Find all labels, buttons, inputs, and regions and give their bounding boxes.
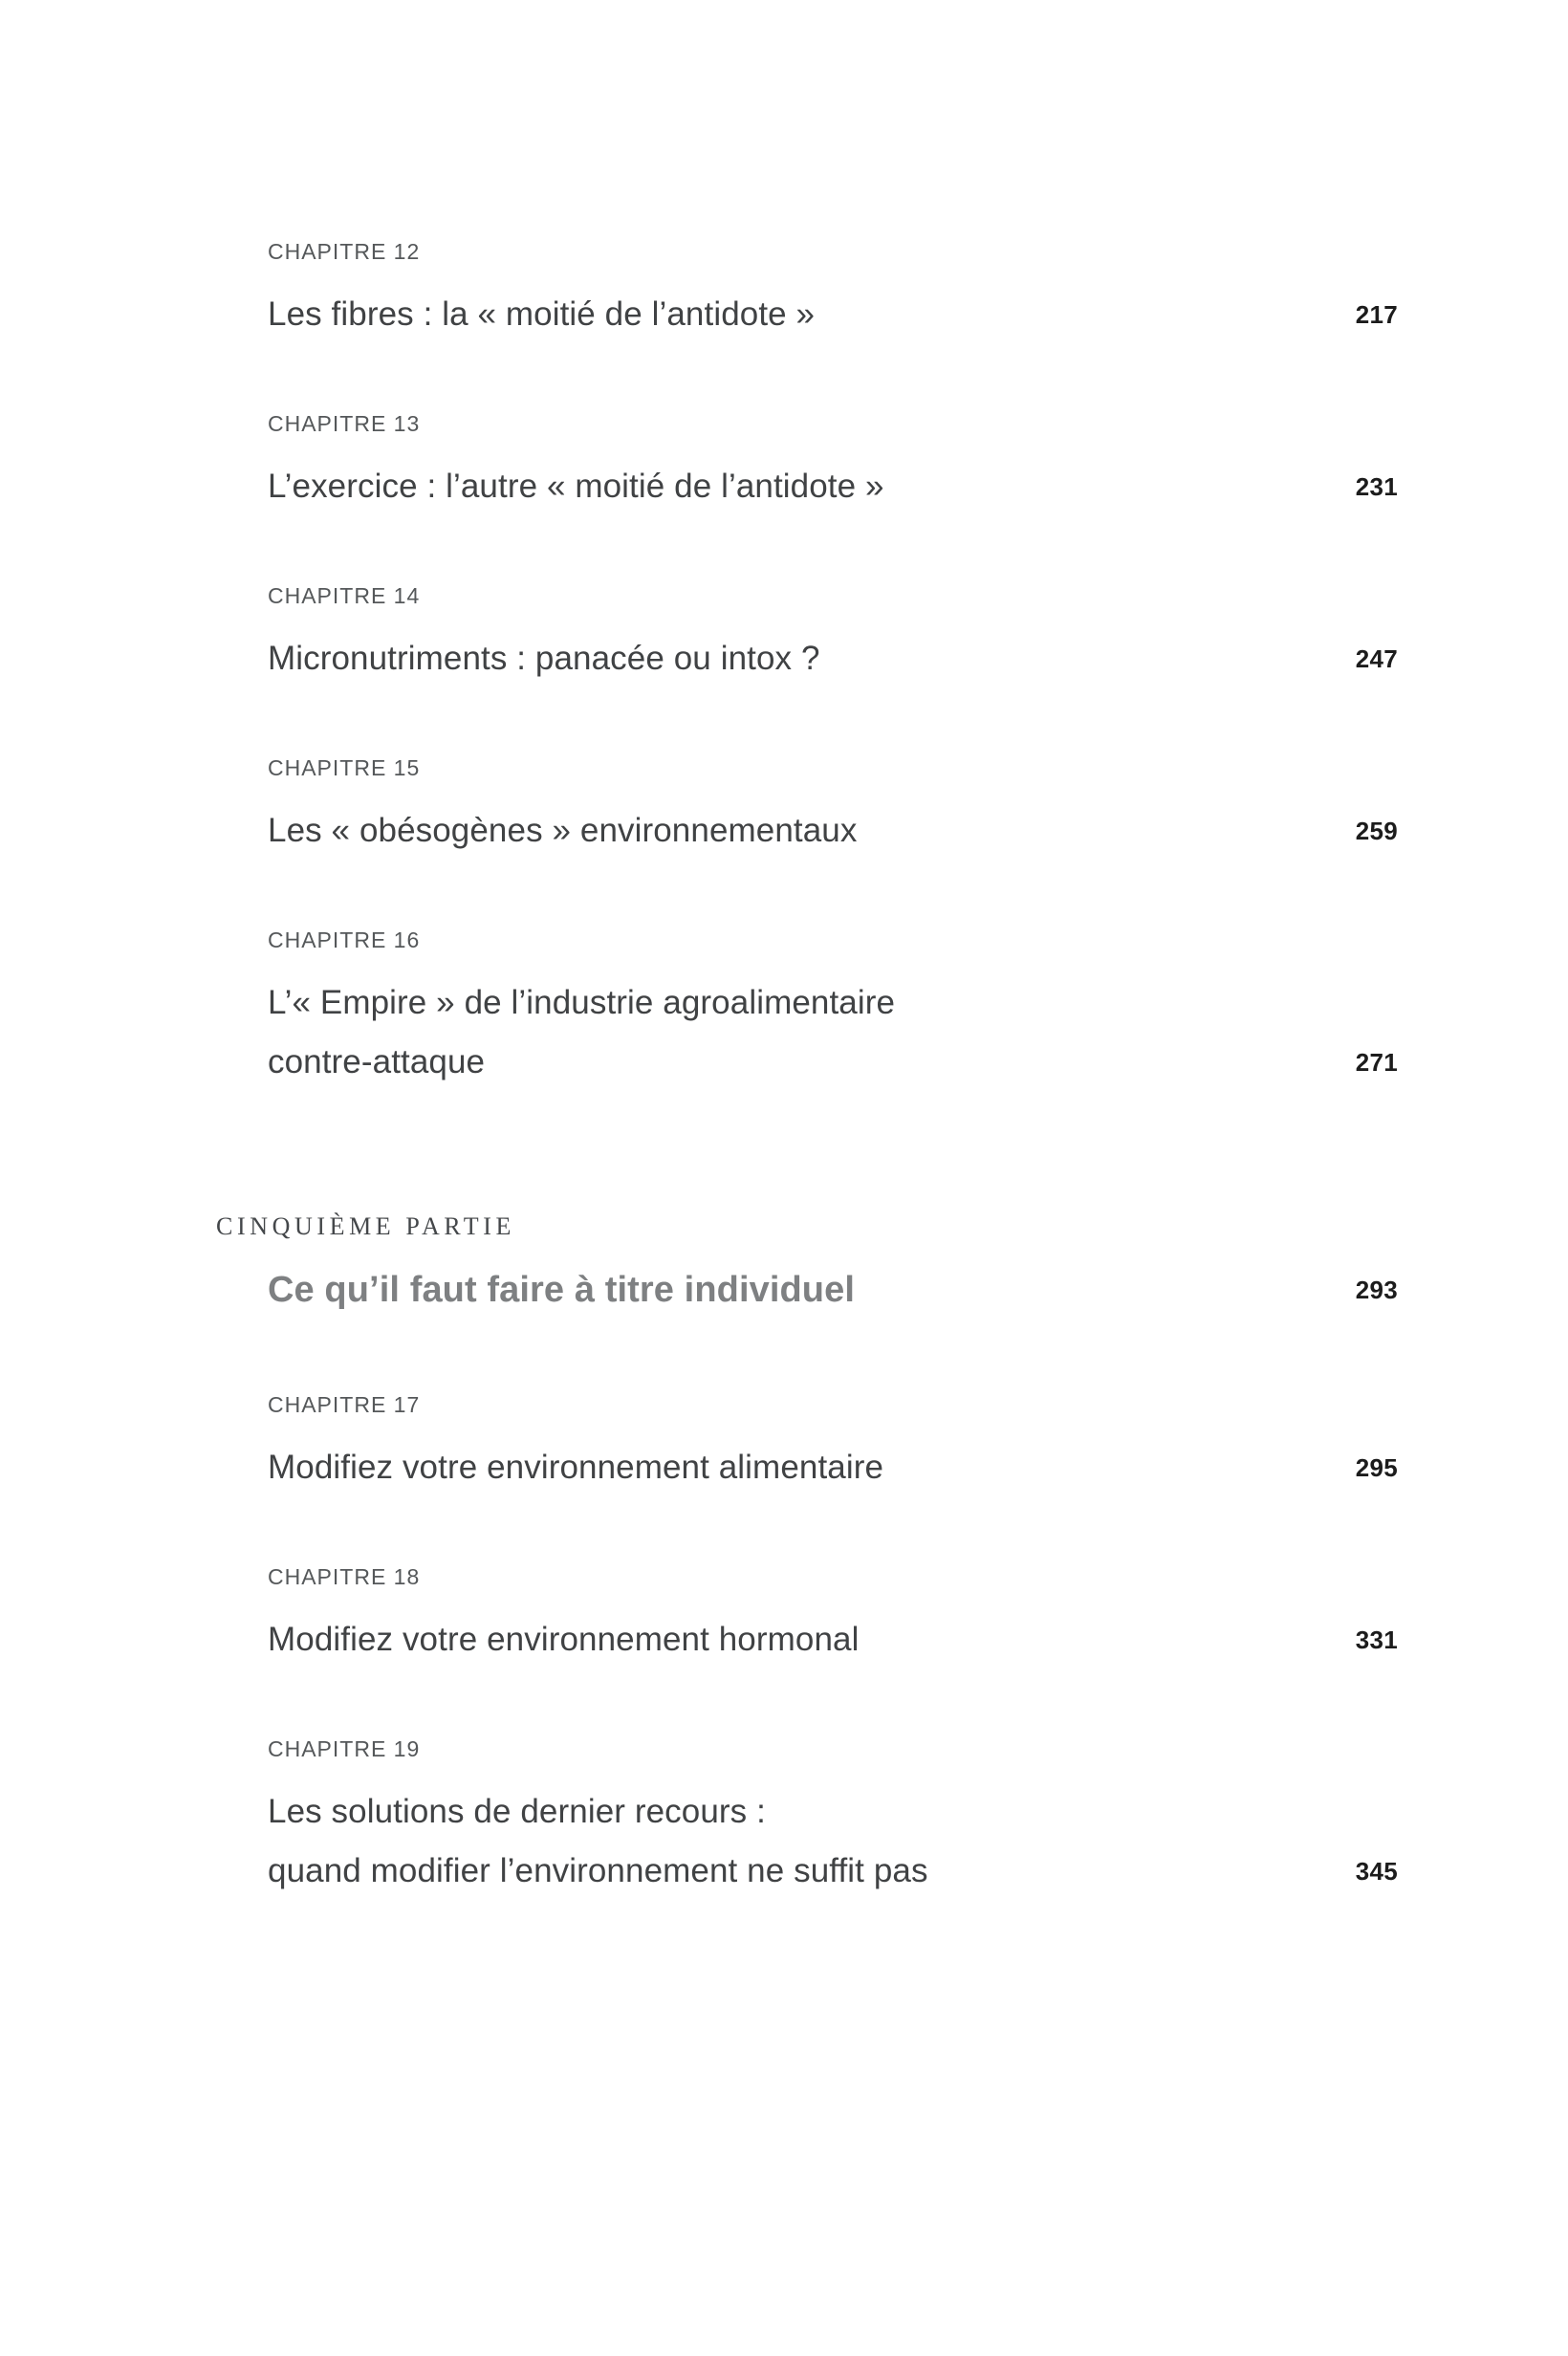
- chapter-entry[interactable]: [268, 585, 1398, 688]
- chapter-title[interactable]: [268, 801, 857, 861]
- chapter-entry[interactable]: [268, 1394, 1398, 1497]
- chapter-title[interactable]: [268, 1438, 883, 1497]
- chapter-entry[interactable]: [268, 757, 1398, 861]
- chapter-title[interactable]: [268, 629, 820, 688]
- title-line: Ce qu’il faut faire à titre individuel: [268, 1270, 856, 1310]
- entry-row: [268, 1264, 1398, 1316]
- page-number[interactable]: 217: [1355, 300, 1398, 329]
- page-number[interactable]: 247: [1355, 644, 1398, 673]
- chapter-label: CHAPITRE 17: [268, 1392, 421, 1417]
- page-number[interactable]: 345: [1355, 1857, 1398, 1886]
- title-line: L’exercice : l’autre « moitié de l’antidote »: [268, 468, 884, 505]
- entry-row: [268, 457, 1398, 516]
- title-line: L’« Empire » de l’industrie agroalimentaire: [268, 984, 896, 1021]
- chapter-title[interactable]: [268, 973, 895, 1092]
- chapter-label: CHAPITRE 12: [268, 239, 421, 264]
- entry-row: [268, 1610, 1398, 1669]
- chapter-entry[interactable]: [268, 413, 1398, 516]
- title-line: Les fibres : la « moitié de l’antidote »: [268, 295, 816, 333]
- title-line: Micronutriments : panacée ou intox ?: [268, 640, 820, 677]
- entry-row: [268, 801, 1398, 861]
- title-line: quand modifier l’environnement ne suffit pas: [268, 1852, 928, 1889]
- part-title[interactable]: [268, 1264, 855, 1316]
- chapter-label: CHAPITRE 19: [268, 1736, 421, 1761]
- chapter-label: CHAPITRE 13: [268, 411, 421, 436]
- entry-row: [268, 973, 1398, 1092]
- page-number[interactable]: 295: [1355, 1453, 1398, 1482]
- title-line: Modifiez votre environnement hormonal: [268, 1621, 860, 1658]
- entry-row: [268, 1782, 1398, 1901]
- part-label: CINQUIÈME PARTIE: [216, 1212, 516, 1240]
- page-number[interactable]: 331: [1355, 1625, 1398, 1654]
- chapter-title[interactable]: [268, 457, 884, 516]
- chapter-label: CHAPITRE 14: [268, 583, 421, 608]
- chapter-title[interactable]: [268, 1610, 859, 1669]
- title-line: Les solutions de dernier recours :: [268, 1793, 766, 1830]
- page-number[interactable]: 259: [1355, 817, 1398, 845]
- entry-row: [268, 629, 1398, 688]
- title-line: Les « obésogènes » environnementaux: [268, 812, 858, 849]
- chapter-label: CHAPITRE 18: [268, 1564, 421, 1589]
- chapter-entry[interactable]: [268, 1738, 1398, 1901]
- page-number[interactable]: 231: [1355, 472, 1398, 501]
- entry-row: [268, 285, 1398, 344]
- chapter-title[interactable]: [268, 1782, 928, 1901]
- page-number[interactable]: 293: [1355, 1276, 1398, 1304]
- chapter-label: CHAPITRE 15: [268, 755, 421, 780]
- title-line: Modifiez votre environnement alimentaire: [268, 1449, 884, 1486]
- part-entry[interactable]: [216, 1212, 1398, 1316]
- chapter-label: CHAPITRE 16: [268, 927, 421, 952]
- page-number[interactable]: 271: [1355, 1048, 1398, 1077]
- chapter-entry[interactable]: [268, 241, 1398, 344]
- title-line: contre-attaque: [268, 1043, 486, 1080]
- chapter-title[interactable]: [268, 285, 815, 344]
- table-of-contents: [216, 239, 1398, 1970]
- entry-row: [268, 1438, 1398, 1497]
- chapter-entry[interactable]: [268, 1566, 1398, 1669]
- chapter-entry[interactable]: [268, 929, 1398, 1092]
